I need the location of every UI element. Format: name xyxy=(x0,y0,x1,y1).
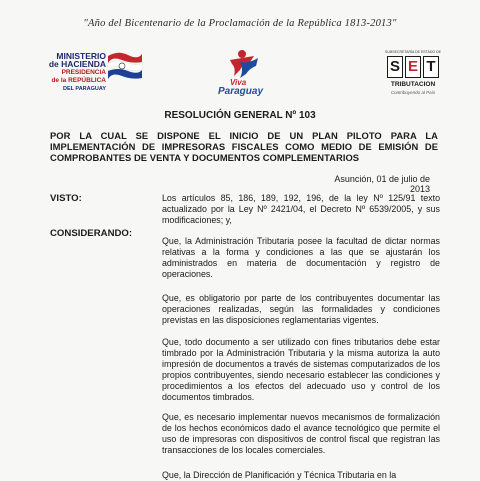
considerando-paragraph-5: Que, la Dirección de Planificación y Técnica Tributaria en la xyxy=(162,470,397,480)
logo-mid-line2: Paraguay xyxy=(218,86,264,97)
logo-left-line3: PRESIDENCIA xyxy=(61,69,106,76)
set-letter-t: T xyxy=(423,56,439,78)
considerando-label: CONSIDERANDO: xyxy=(50,228,133,239)
considerando-paragraph-3: Que, todo documento a ser utilizado con fines tributarios debe estar timbrado por la Administración Tributaria y la misma autoriza la auto impresión de documentos a través de sistemas computarizados de los propios contribuyentes, siendo necesario establecer las condiciones y procedimientos a los efectos del adecuado uso y control de los documentos timbrados. xyxy=(162,337,440,402)
set-letter-s: S xyxy=(387,56,403,78)
logo-mid-line1: Viva xyxy=(230,78,247,87)
resolution-title: RESOLUCIÓN GENERAL Nº 103 xyxy=(164,110,316,121)
set-tributacion-logo xyxy=(383,50,443,98)
set-subtitle: SUBSECRETARÍA DE ESTADO DE xyxy=(385,50,441,54)
ministerio-logo-text xyxy=(44,52,106,93)
considerando-paragraph-2: Que, es obligatorio por parte de los contribuyentes documentar las operaciones realizadas, según las formalidades y condiciones previstas en las disposiciones reglamentarias vigentes. xyxy=(162,293,440,325)
resolution-date: Asunción, 01 de julio de 2013 xyxy=(334,174,430,194)
bicentenary-motto: "Año del Bicentenario de la Proclamación de la República 1813-2013" xyxy=(83,18,397,29)
visto-text: Los artículos 85, 186, 189, 192, 196, de la ley Nº 125/91 texto actualizado por la Ley Nº 2421/04, el Decreto Nº 6539/2005, y sus modificaciones; y, xyxy=(162,193,440,225)
considerando-paragraph-1: Que, la Administración Tributaria posee la facultad de dictar normas relativas a la forma y condiciones a las que se ajustarán los administrados en materia de documentación y registro de operaciones. xyxy=(162,236,440,279)
paraguay-flag-icon xyxy=(106,50,144,84)
visto-label: VISTO: xyxy=(50,193,82,204)
ministerio-hacienda-logo xyxy=(44,46,144,100)
viva-paraguay-logo xyxy=(210,48,280,100)
set-letters xyxy=(387,56,439,78)
set-letter-e: E xyxy=(405,56,421,78)
viva-paraguay-figure-icon xyxy=(210,48,280,80)
logo-left-line5: DEL PARAGUAY xyxy=(63,86,106,92)
logo-left-line4: de la REPÚBLICA xyxy=(51,77,106,84)
considerando-paragraph-4: Que, es necesario implementar nuevos mecanismos de formalización de los hechos económicos dado el avance tecnológico que permite el uso de impresoras con dispositivos de control fiscal que registran las transacciones de los locales comerciales. xyxy=(162,412,440,455)
set-name: TRIBUTACION xyxy=(390,81,436,88)
resolution-heading: POR LA CUAL SE DISPONE EL INICIO DE UN PLAN PILOTO PARA LA IMPLEMENTACIÓN DE IMPRESORAS FISCALES COMO MEDIO DE EMISIÓN DE COMPROBANTES DE VENTA Y DOCUMENTOS COMPLEMENTARIOS xyxy=(50,130,438,164)
logo-left-line1: MINISTERIO xyxy=(56,51,106,61)
set-slogan: Contribuyendo al País xyxy=(390,90,436,95)
logo-left-line2: de HACIENDA xyxy=(48,59,106,69)
